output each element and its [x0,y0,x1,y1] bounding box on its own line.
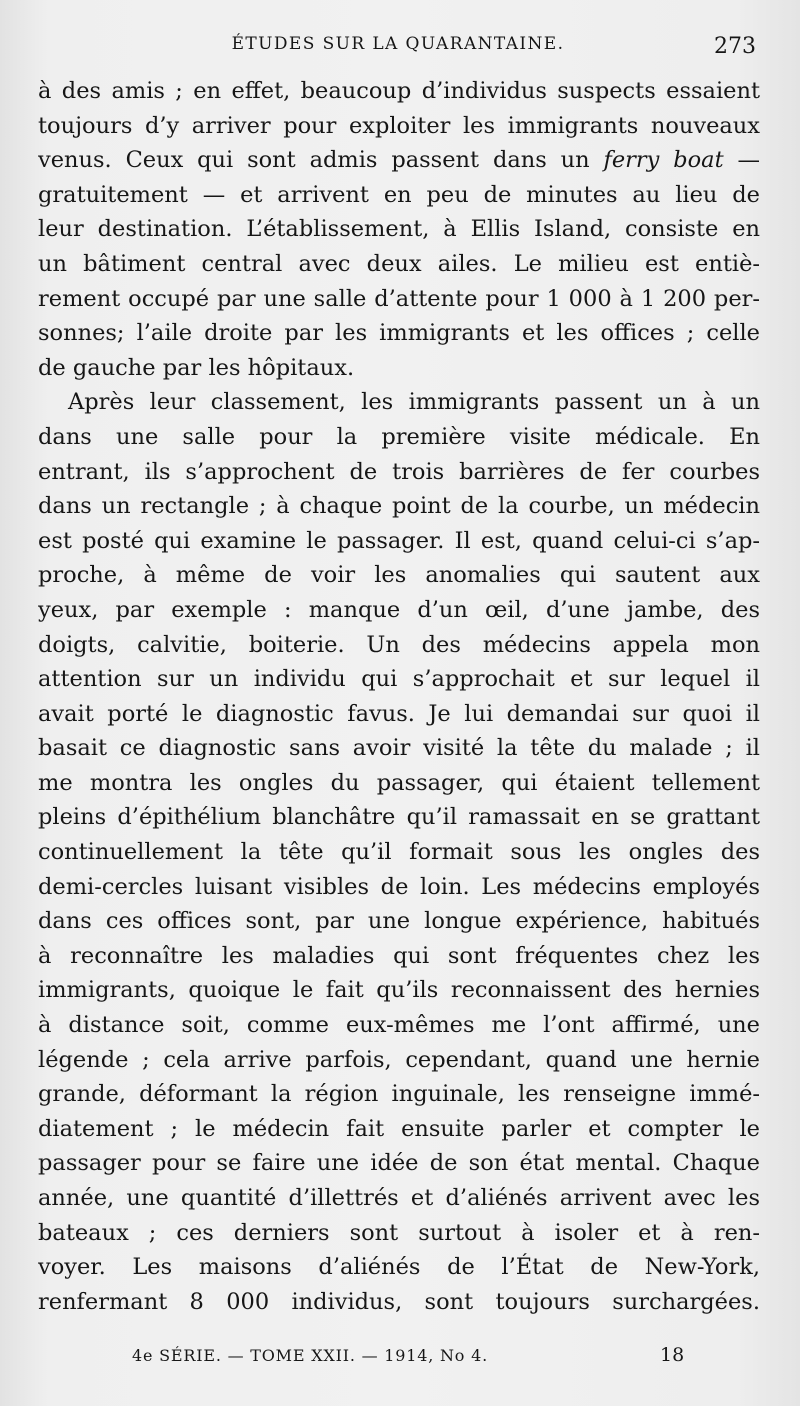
text-line: à reconnaître les maladies qui sont fréquentes chez les [38,942,760,969]
text-line: grande, déformant la région inguinale, les renseigne immé- [38,1081,760,1108]
text-line: me montra les ongles du passager, qui étaient tellement [38,769,760,796]
text-line: basait ce diagnostic sans avoir visité la tête du malade ; il [38,735,760,762]
text-line: dans une salle pour la première visite médicale. En [38,423,760,450]
text-line: à des amis ; en effet, beaucoup d’individus suspects essaient [38,78,760,104]
text-line: entrant, ils s’approchent de trois barrières de fer courbes [38,458,760,485]
text-line: de gauche par les hôpitaux. [38,354,355,381]
page-number: 273 [714,34,756,59]
text-line: est posté qui examine le passager. Il est, quand celui-ci s’ap- [38,527,760,554]
text-line: année, une quantité d’illettrés et d’aliénés arrivent avec les [38,1185,760,1211]
italic-term: ferry boat [603,147,724,174]
running-title: ÉTUDES SUR LA QUARANTAINE. [231,34,565,54]
text-line: dans un rectangle ; à chaque point de la courbe, un médecin [38,493,760,520]
text-line: sonnes; l’aile droite par les immigrants et les offices ; celle [38,320,760,347]
page-footer [40,1344,756,1370]
text-line: proche, à même de voir les anomalies qui sautent aux [38,562,760,589]
text-line: venus. Ceux qui sont admis passent dans un ferry boat — [38,147,760,174]
text-line: renfermant 8 000 individus, sont toujours surchargées. [38,1288,760,1315]
text-line: gratuitement — et arrivent en peu de minutes au lieu de [38,181,760,208]
text-line: continuellement la tête qu’il formait sous les ongles des [38,839,760,866]
text-line: rement occupé par une salle d’attente pour 1 000 à 1 200 per- [38,285,760,312]
signature-mark: 4e SÉRIE. — TOME XXII. — 1914, No 4. [132,1346,488,1365]
text-line: doigts, calvitie, boiterie. Un des médecins appela mon [38,631,760,658]
text-line: diatement ; le médecin fait ensuite parler et compter le [38,1115,760,1142]
text-line: à distance soit, comme eux-mêmes me l’ont affirmé, une [38,1012,760,1039]
text-line: Après leur classement, les immigrants passent un à un [68,389,760,416]
text-line: dans ces offices sont, par une longue expérience, habitués [38,908,760,935]
text-line: avait porté le diagnostic favus. Je lui demandai sur quoi il [38,700,760,727]
text-line: légende ; cela arrive parfois, cependant, quand une hernie [38,1046,760,1073]
text-line: demi-cercles luisant visibles de loin. Les médecins employés [38,873,760,900]
text-line: bateaux ; ces derniers sont surtout à isoler et à ren- [38,1219,760,1246]
text-line: toujours d’y arriver pour exploiter les immigrants nouveaux [38,112,760,139]
text-line: un bâtiment central avec deux ailes. Le milieu est entiè- [38,250,760,277]
text-line: voyer. Les maisons d’aliénés de l’État de New-York, [38,1254,760,1281]
body-text [38,74,760,1319]
running-head [40,34,756,60]
text-line: immigrants, quoique le fait qu’ils reconnaissent des hernies [38,977,760,1004]
text-line: attention sur un individu qui s’approchait et sur lequel il [38,666,760,693]
text-line: leur destination. L’établissement, à Ellis Island, consiste en [38,216,760,243]
sheet-number: 18 [660,1344,685,1366]
text-line: passager pour se faire une idée de son état mental. Chaque [38,1150,760,1177]
text-line: yeux, par exemple : manque d’un œil, d’une jambe, des [38,596,760,623]
text-line: pleins d’épithélium blanchâtre qu’il ramassait en se grattant [38,804,760,831]
